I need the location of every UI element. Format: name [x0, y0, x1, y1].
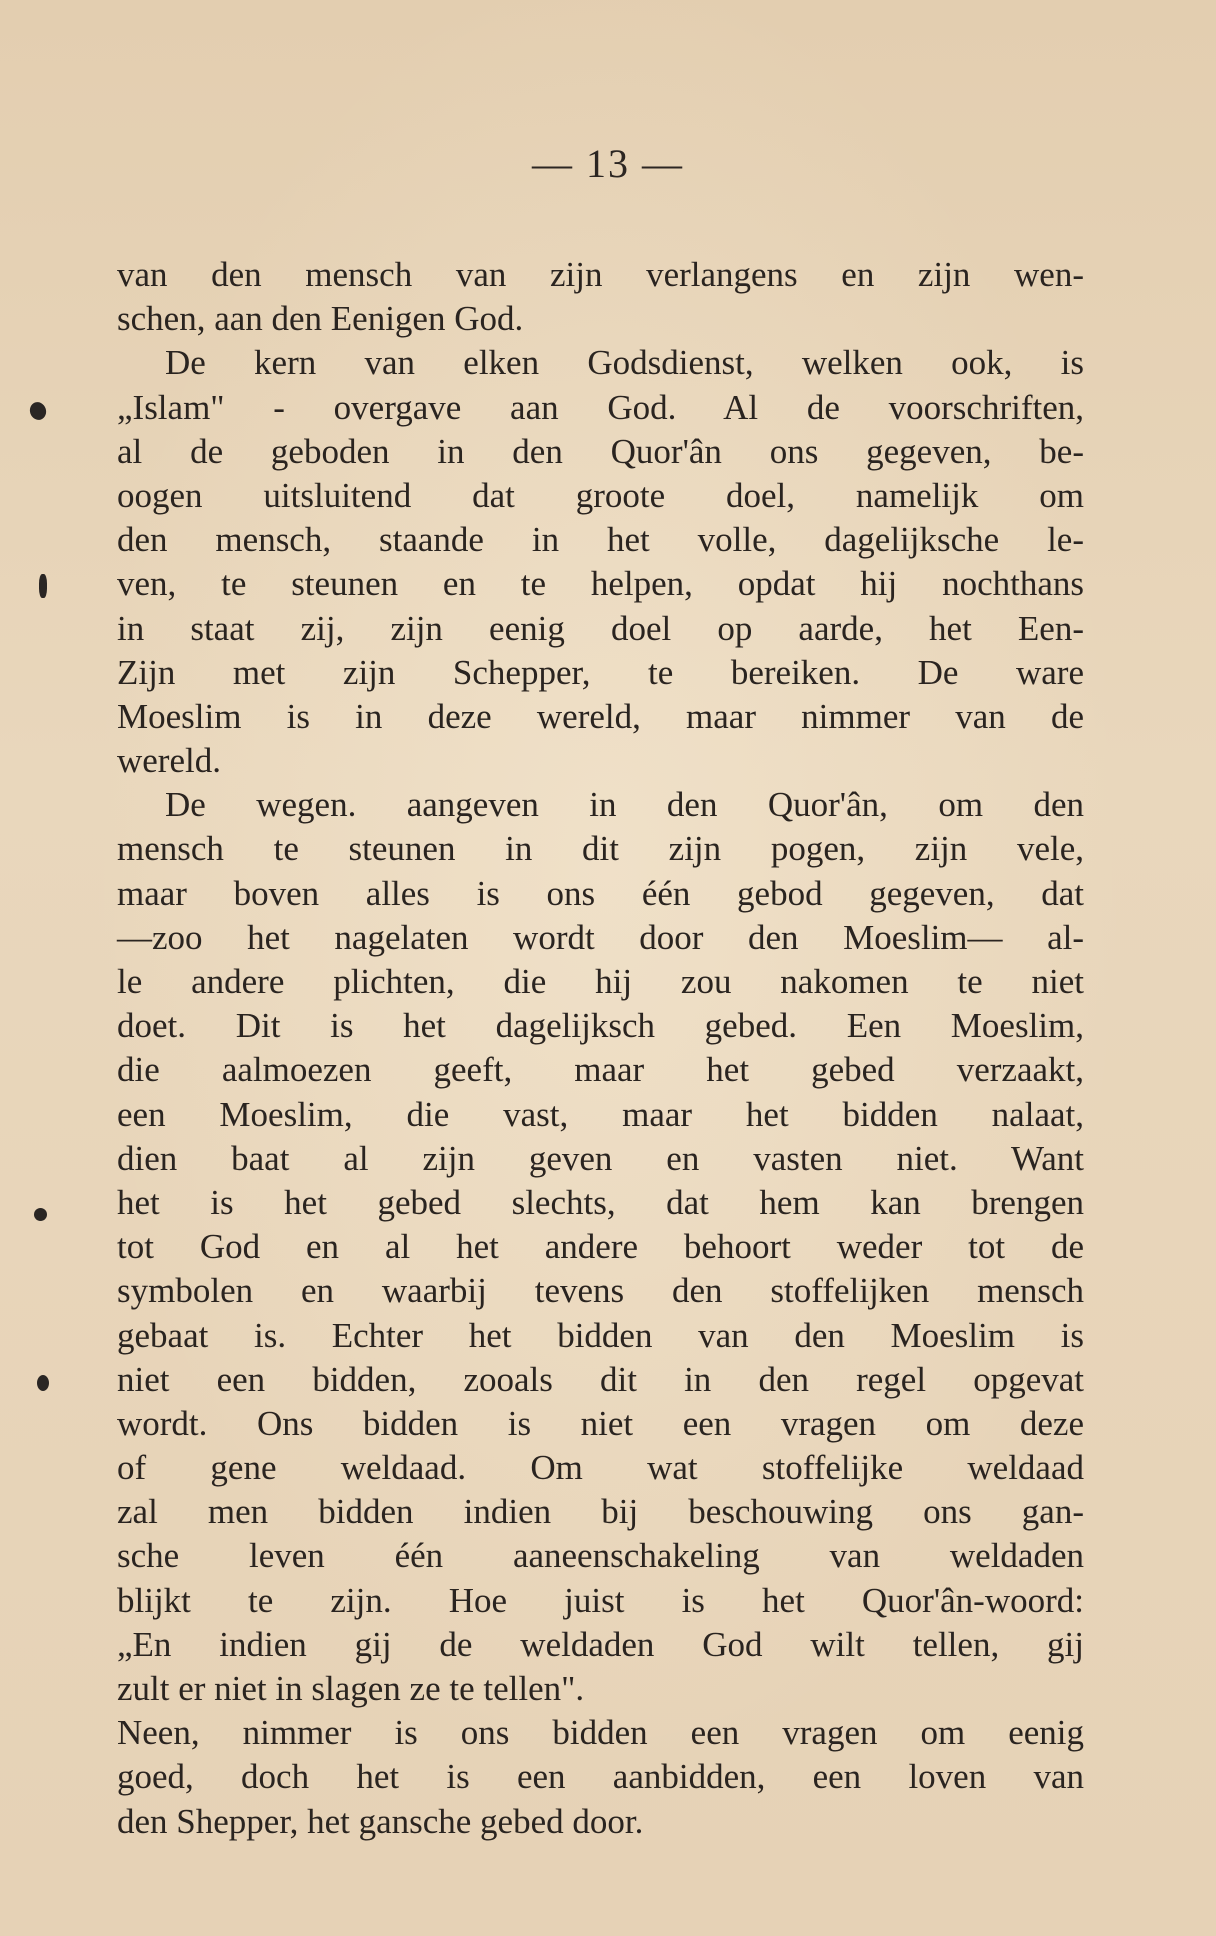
- margin-spot: [27, 400, 48, 422]
- margin-spot: [34, 1208, 47, 1221]
- text-line: tot God en al het andere behoort weder tot de: [117, 1227, 1084, 1267]
- text-line: dien baat al zijn geven en vasten niet. Want: [117, 1138, 1084, 1178]
- text-line: in staat zij, zijn eenig doel op aarde, het Een-: [117, 608, 1084, 648]
- text-line: zal men bidden indien bij beschouwing ons gan-: [117, 1492, 1084, 1532]
- text-line: het is het gebed slechts, dat hem kan brengen: [117, 1182, 1084, 1222]
- text-line: De wegen. aangeven in den Quor'ân, om den: [165, 785, 1084, 825]
- margin-spot: [39, 574, 47, 598]
- text-line: of gene weldaad. Om wat stoffelijke weldaad: [117, 1448, 1084, 1488]
- text-line: „Islam" - overgave aan God. Al de voorschriften,: [117, 387, 1084, 427]
- page-number: — 13 —: [532, 141, 684, 186]
- text-line: een Moeslim, die vast, maar het bidden nalaat,: [117, 1094, 1084, 1134]
- text-line: goed, doch het is een aanbidden, een loven van: [117, 1757, 1084, 1797]
- text-line: oogen uitsluitend dat groote doel, namelijk om: [117, 475, 1084, 515]
- text-line: blijkt te zijn. Hoe juist is het Quor'ân-woord:: [117, 1580, 1084, 1620]
- text-line: zult er niet in slagen ze te tellen".: [117, 1669, 585, 1708]
- text-line: schen, aan den Eenigen God.: [117, 299, 524, 339]
- text-line: maar boven alles is ons één gebod gegeven, dat: [117, 873, 1084, 913]
- text-line: den Shepper, het gansche gebed door.: [117, 1801, 644, 1841]
- text-line: gebaat is. Echter het bidden van den Moeslim is: [117, 1315, 1084, 1355]
- text-line: Neen, nimmer is ons bidden een vragen om eenig: [117, 1713, 1084, 1753]
- text-line: mensch te steunen in dit zijn pogen, zijn vele,: [117, 829, 1084, 869]
- text-line: „En indien gij de weldaden God wilt tellen, gij: [117, 1624, 1084, 1664]
- text-line: wordt. Ons bidden is niet een vragen om deze: [117, 1403, 1084, 1443]
- body-text: [117, 253, 1084, 1844]
- text-line: Moeslim is in deze wereld, maar nimmer van de: [117, 696, 1084, 736]
- text-line: symbolen en waarbij tevens den stoffelijken mensch: [117, 1271, 1084, 1311]
- text-line: sche leven één aaneenschakeling van weldaden: [117, 1536, 1084, 1576]
- text-line: De kern van elken Godsdienst, welken ook, is: [165, 343, 1084, 383]
- text-line: van den mensch van zijn verlangens en zijn wen-: [117, 255, 1084, 294]
- text-line: al de geboden in den Quor'ân ons gegeven, be-: [117, 431, 1084, 471]
- text-line: Zijn met zijn Schepper, te bereiken. De ware: [117, 652, 1084, 692]
- text-line: die aalmoezen geeft, maar het gebed verzaakt,: [117, 1050, 1084, 1090]
- text-line: doet. Dit is het dagelijksch gebed. Een Moeslim,: [117, 1006, 1084, 1046]
- text-line: —zoo het nagelaten wordt door den Moeslim— al-: [117, 917, 1084, 957]
- text-line: den mensch, staande in het volle, dagelijksche le-: [117, 520, 1084, 560]
- text-line: wereld.: [117, 741, 221, 781]
- margin-spot: [37, 1375, 49, 1391]
- text-line: ven, te steunen en te helpen, opdat hij nochthans: [117, 564, 1084, 604]
- text-line: niet een bidden, zooals dit in den regel opgevat: [117, 1359, 1084, 1399]
- text-line: le andere plichten, die hij zou nakomen te niet: [117, 962, 1084, 1001]
